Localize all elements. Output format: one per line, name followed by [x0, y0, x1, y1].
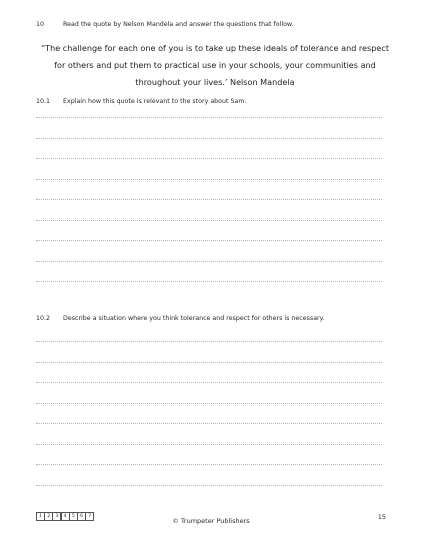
- quote-line: throughout your lives.’ Nelson Mandela: [135, 77, 295, 87]
- answer-line[interactable]: [36, 281, 382, 282]
- page-box: 4: [61, 512, 70, 521]
- page-box: 3: [52, 512, 61, 521]
- answer-line[interactable]: [36, 382, 382, 383]
- answer-line[interactable]: [36, 362, 382, 363]
- answer-line[interactable]: [36, 179, 382, 180]
- quote-line: for others and put them to practical use in your schools, your communities and: [54, 60, 376, 70]
- answer-line[interactable]: [36, 117, 382, 118]
- answer-line[interactable]: [36, 403, 382, 404]
- page-box: 1: [36, 512, 45, 521]
- question-instruction: Read the quote by Nelson Mandela and answer the questions that follow.: [63, 21, 294, 28]
- page-number: 15: [377, 513, 386, 521]
- answer-line[interactable]: [36, 240, 382, 241]
- answer-line[interactable]: [36, 220, 382, 221]
- quote-line: “The challenge for each one of you is to take up these ideals of tolerance and respect: [40, 43, 389, 53]
- question-number: 10: [36, 21, 45, 28]
- mandela-quote: [40, 40, 390, 91]
- answer-line[interactable]: [36, 485, 382, 486]
- answer-line[interactable]: [36, 464, 382, 465]
- page-box: 5: [69, 512, 78, 521]
- answer-line[interactable]: [36, 341, 382, 342]
- page-box: 6: [77, 512, 86, 521]
- sub-question-text: Describe a situation where you think tolerance and respect for others is necessary.: [63, 315, 325, 322]
- answer-line[interactable]: [36, 261, 382, 262]
- publisher-credit: © Trumpeter Publishers: [172, 517, 250, 525]
- sub-question-number: 10.1: [36, 98, 51, 105]
- sub-question-number: 10.2: [36, 315, 51, 322]
- answer-line[interactable]: [36, 158, 382, 159]
- sub-question-text: Explain how this quote is relevant to the story about Sam.: [63, 98, 247, 105]
- page-footer: [36, 511, 386, 525]
- answer-line[interactable]: [36, 199, 382, 200]
- page-box: 7: [85, 512, 94, 521]
- answer-line[interactable]: [36, 423, 382, 424]
- answer-line[interactable]: [36, 444, 382, 445]
- page-box: 2: [44, 512, 53, 521]
- answer-line[interactable]: [36, 138, 382, 139]
